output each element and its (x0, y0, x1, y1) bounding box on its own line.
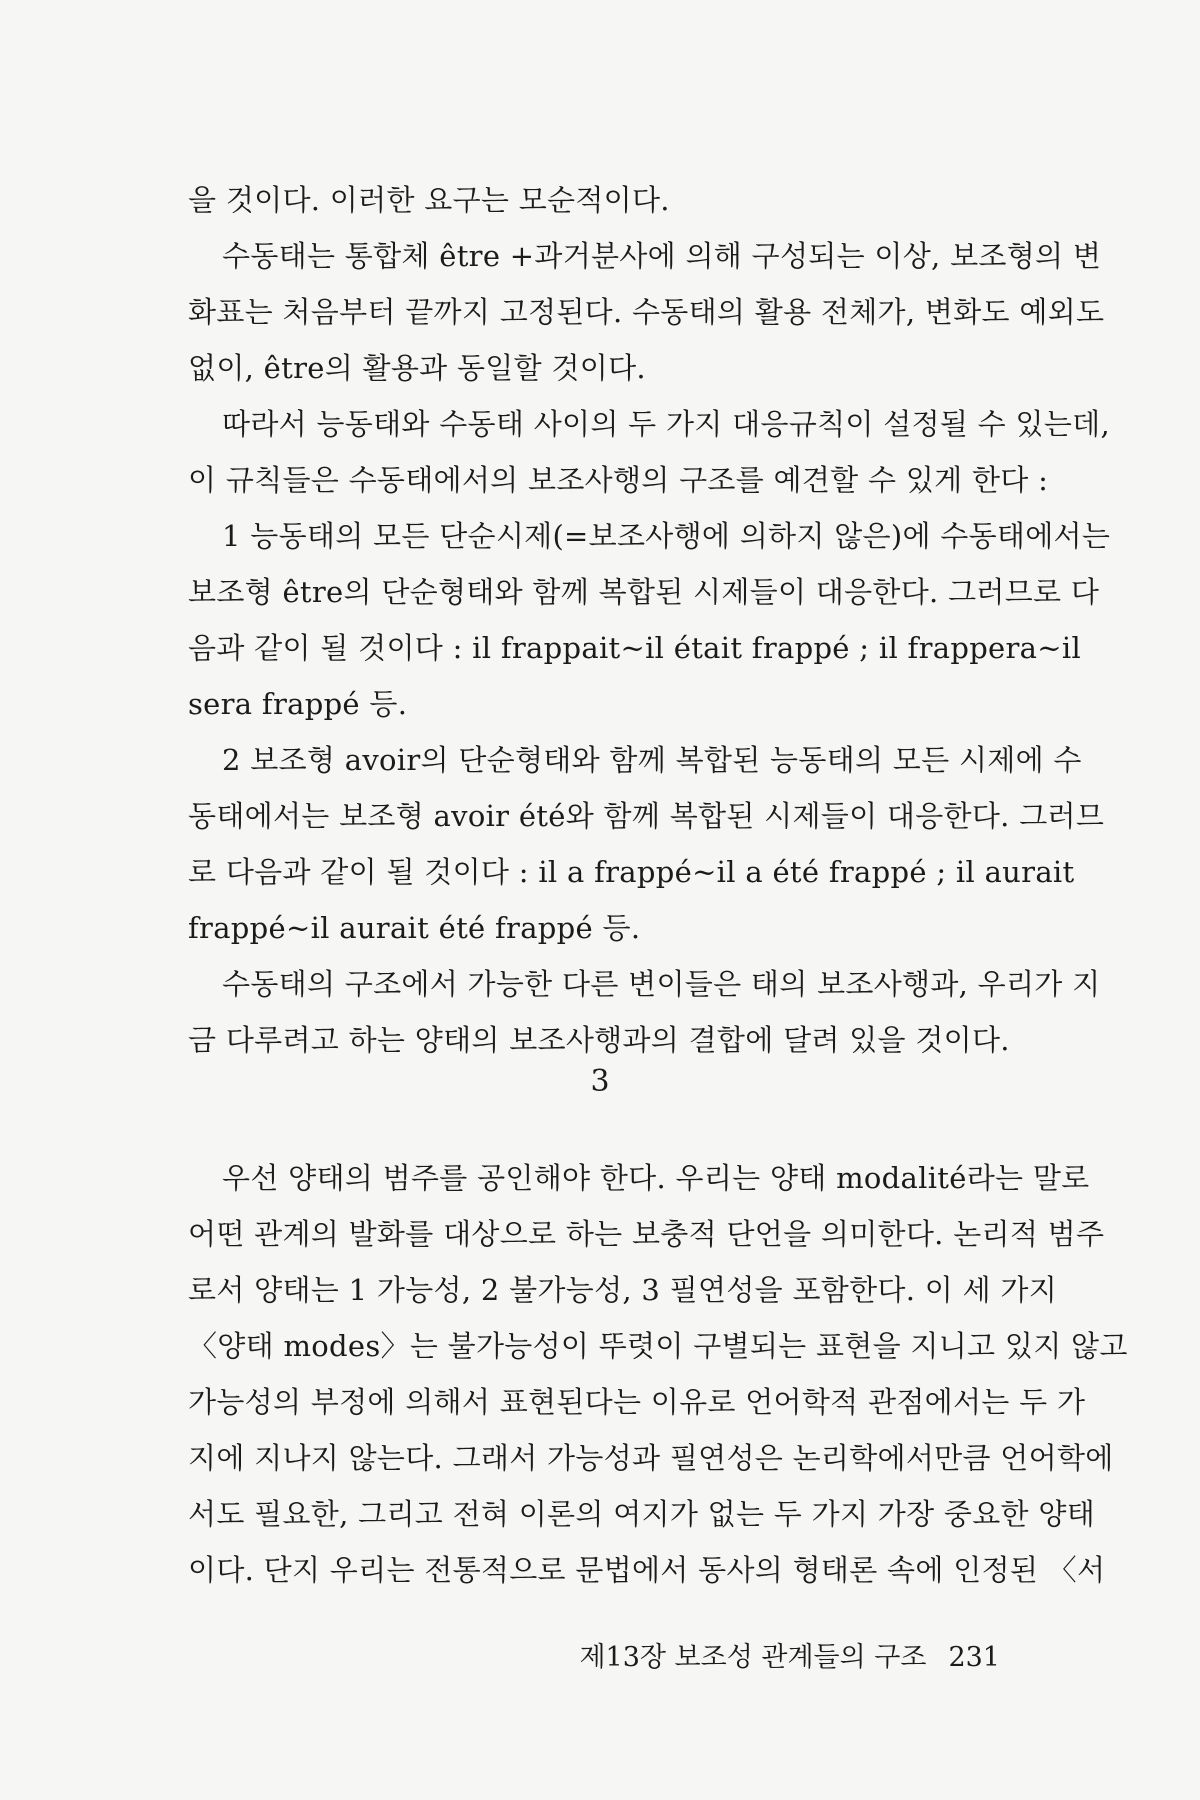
text-line: 따라서 능동태와 수동태 사이의 두 가지 대응규칙이 설정될 수 있는데, (222, 407, 1110, 441)
page-number: 231 (948, 1642, 1000, 1673)
text-line: 로서 양태는 1 가능성, 2 불가능성, 3 필연성을 포함한다. 이 세 가지 (188, 1273, 1058, 1307)
text-line: 서도 필요한, 그리고 전혀 이론의 여지가 없는 두 가지 가장 중요한 양태 (188, 1497, 1096, 1531)
text-line: 수동태는 통합체 être +과거분사에 의해 구성되는 이상, 보조형의 변 (222, 239, 1102, 273)
text-line: sera frappé 등. (188, 687, 408, 721)
text-line: 보조형 être의 단순형태와 함께 복합된 시제들이 대응한다. 그러므로 다 (188, 575, 1100, 609)
text-line: 어떤 관계의 발화를 대상으로 하는 보충적 단언을 의미한다. 논리적 범주 (188, 1217, 1105, 1251)
text-line: 가능성의 부정에 의해서 표현된다는 이유로 언어학적 관점에서는 두 가 (188, 1385, 1086, 1419)
text-line: 화표는 처음부터 끝까지 고정된다. 수동태의 활용 전체가, 변화도 예외도 (188, 295, 1105, 329)
running-footer (579, 1638, 1000, 1678)
text-line: 지에 지나지 않는다. 그래서 가능성과 필연성은 논리학에서만큼 언어학에 (188, 1441, 1114, 1475)
text-line: 없이, être의 활용과 동일할 것이다. (188, 351, 646, 385)
text-line: 음과 같이 될 것이다 : il frappait~il était frappé ; il frappera~il (188, 631, 1082, 665)
text-line: 을 것이다. 이러한 요구는 모순적이다. (188, 183, 670, 217)
text-line: 우선 양태의 범주를 공인해야 한다. 우리는 양태 modalité라는 말로 (222, 1161, 1090, 1195)
text-line: 금 다루려고 하는 양태의 보조사행과의 결합에 달려 있을 것이다. (188, 1023, 1010, 1057)
text-line: 1 능동태의 모든 단순시제(=보조사행에 의하지 않은)에 수동태에서는 (222, 519, 1111, 553)
text-line: 이 규칙들은 수동태에서의 보조사행의 구조를 예견할 수 있게 한다 : (188, 463, 1049, 497)
chapter-title: 제13장 보조성 관계들의 구조 (579, 1642, 927, 1673)
section-number: 3 (590, 1064, 610, 1099)
text-line: 2 보조형 avoir의 단순형태와 함께 복합된 능동태의 모든 시제에 수 (222, 743, 1082, 777)
body-text-bottom (188, 1158, 1128, 1606)
text-line: 로 다음과 같이 될 것이다 : il a frappé~il a été frappé ; il aurait (188, 855, 1075, 889)
text-line: 이다. 단지 우리는 전통적으로 문법에서 동사의 형태론 속에 인정된 〈서 (188, 1553, 1106, 1587)
text-line: frappé~il aurait été frappé 등. (188, 911, 641, 945)
text-line: 동태에서는 보조형 avoir été와 함께 복합된 시제들이 대응한다. 그러므 (188, 799, 1105, 833)
text-line: 〈양태 modes〉는 불가능성이 뚜렷이 구별되는 표현을 지니고 있지 않고 (188, 1329, 1128, 1363)
body-text-top (188, 180, 1111, 1076)
text-line: 수동태의 구조에서 가능한 다른 변이들은 태의 보조사행과, 우리가 지 (222, 967, 1101, 1001)
